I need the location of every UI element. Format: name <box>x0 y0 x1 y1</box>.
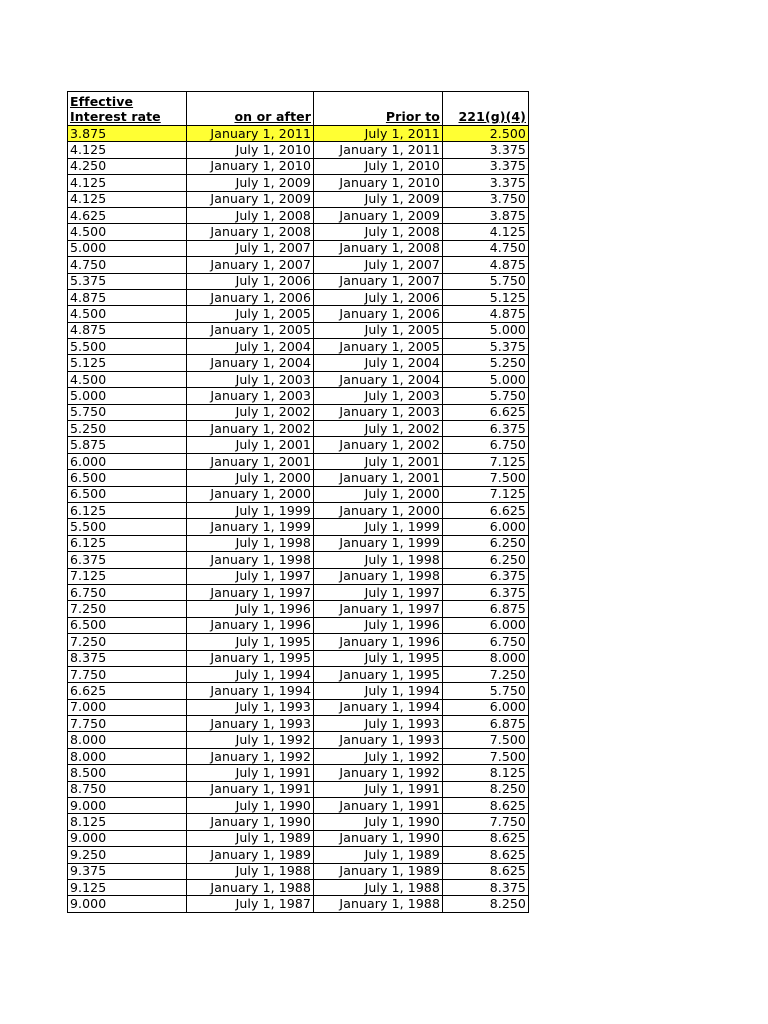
cell-221g4: 8.375 <box>443 879 529 895</box>
table-row <box>68 191 529 207</box>
table-row <box>68 765 529 781</box>
cell-prior-to: July 1, 1988 <box>314 879 443 895</box>
cell-221g4: 8.250 <box>443 781 529 797</box>
cell-effective-rate: 5.750 <box>68 404 187 420</box>
cell-effective-rate: 6.375 <box>68 552 187 568</box>
table-row <box>68 421 529 437</box>
cell-on-or-after: July 1, 1987 <box>187 896 314 912</box>
cell-221g4: 8.625 <box>443 847 529 863</box>
cell-on-or-after: January 1, 1995 <box>187 650 314 666</box>
cell-221g4: 3.375 <box>443 175 529 191</box>
cell-effective-rate: 5.500 <box>68 339 187 355</box>
table-row <box>68 207 529 223</box>
cell-221g4: 7.250 <box>443 666 529 682</box>
table-row <box>68 355 529 371</box>
cell-on-or-after: July 1, 1993 <box>187 699 314 715</box>
cell-prior-to: July 1, 1991 <box>314 781 443 797</box>
cell-on-or-after: January 1, 1993 <box>187 716 314 732</box>
cell-on-or-after: July 1, 1991 <box>187 765 314 781</box>
cell-effective-rate: 7.750 <box>68 716 187 732</box>
cell-effective-rate: 6.125 <box>68 535 187 551</box>
cell-prior-to: July 1, 1993 <box>314 716 443 732</box>
cell-221g4: 6.625 <box>443 502 529 518</box>
table-row <box>68 306 529 322</box>
cell-effective-rate: 6.750 <box>68 584 187 600</box>
cell-221g4: 8.000 <box>443 650 529 666</box>
header-rate-line-2: Interest rate <box>70 109 161 124</box>
cell-effective-rate: 7.000 <box>68 699 187 715</box>
cell-prior-to: January 1, 2002 <box>314 437 443 453</box>
cell-on-or-after: January 1, 2005 <box>187 322 314 338</box>
cell-on-or-after: July 1, 1988 <box>187 863 314 879</box>
cell-prior-to: January 1, 1997 <box>314 601 443 617</box>
cell-effective-rate: 5.000 <box>68 240 187 256</box>
cell-effective-rate: 4.500 <box>68 371 187 387</box>
cell-prior-to: January 1, 1991 <box>314 798 443 814</box>
cell-221g4: 6.250 <box>443 535 529 551</box>
cell-221g4: 7.125 <box>443 453 529 469</box>
cell-effective-rate: 5.000 <box>68 388 187 404</box>
cell-on-or-after: January 1, 1998 <box>187 552 314 568</box>
header-rate-line-1: Effective <box>70 94 134 109</box>
table-row <box>68 830 529 846</box>
cell-prior-to: July 1, 2011 <box>314 126 443 142</box>
table-row <box>68 716 529 732</box>
cell-on-or-after: January 1, 2007 <box>187 257 314 273</box>
cell-221g4: 6.750 <box>443 437 529 453</box>
cell-221g4: 8.125 <box>443 765 529 781</box>
table-row <box>68 634 529 650</box>
cell-221g4: 6.750 <box>443 634 529 650</box>
cell-prior-to: January 1, 1989 <box>314 863 443 879</box>
cell-prior-to: January 1, 2009 <box>314 207 443 223</box>
cell-221g4: 5.000 <box>443 322 529 338</box>
cell-effective-rate: 4.500 <box>68 224 187 240</box>
cell-effective-rate: 7.750 <box>68 666 187 682</box>
table-row <box>68 371 529 387</box>
table-row <box>68 666 529 682</box>
table-row <box>68 732 529 748</box>
cell-prior-to: July 1, 1994 <box>314 683 443 699</box>
cell-effective-rate: 4.500 <box>68 306 187 322</box>
header-prior-to: Prior to <box>314 92 443 126</box>
cell-on-or-after: July 1, 2010 <box>187 142 314 158</box>
cell-on-or-after: January 1, 1989 <box>187 847 314 863</box>
cell-effective-rate: 9.000 <box>68 896 187 912</box>
table-row <box>68 650 529 666</box>
cell-on-or-after: January 1, 2011 <box>187 126 314 142</box>
cell-on-or-after: July 1, 1994 <box>187 666 314 682</box>
cell-221g4: 3.375 <box>443 142 529 158</box>
cell-221g4: 6.000 <box>443 519 529 535</box>
table-row <box>68 289 529 305</box>
table-row <box>68 142 529 158</box>
table-row <box>68 453 529 469</box>
cell-221g4: 3.875 <box>443 207 529 223</box>
cell-on-or-after: January 1, 2003 <box>187 388 314 404</box>
cell-221g4: 5.750 <box>443 388 529 404</box>
cell-prior-to: January 1, 1998 <box>314 568 443 584</box>
cell-prior-to: July 1, 2006 <box>314 289 443 305</box>
table-row <box>68 863 529 879</box>
cell-on-or-after: January 1, 2001 <box>187 453 314 469</box>
cell-prior-to: July 1, 2008 <box>314 224 443 240</box>
cell-on-or-after: January 1, 1996 <box>187 617 314 633</box>
cell-221g4: 7.500 <box>443 470 529 486</box>
cell-221g4: 6.875 <box>443 716 529 732</box>
cell-on-or-after: January 1, 2009 <box>187 191 314 207</box>
cell-effective-rate: 8.375 <box>68 650 187 666</box>
cell-prior-to: January 1, 2004 <box>314 371 443 387</box>
table-row <box>68 388 529 404</box>
cell-prior-to: July 1, 1999 <box>314 519 443 535</box>
cell-on-or-after: July 1, 1998 <box>187 535 314 551</box>
cell-on-or-after: January 1, 1997 <box>187 584 314 600</box>
interest-rate-table-body <box>68 92 529 913</box>
cell-221g4: 7.125 <box>443 486 529 502</box>
cell-221g4: 2.500 <box>443 126 529 142</box>
cell-221g4: 4.875 <box>443 257 529 273</box>
cell-prior-to: January 1, 1993 <box>314 732 443 748</box>
cell-221g4: 6.000 <box>443 617 529 633</box>
cell-effective-rate: 4.125 <box>68 142 187 158</box>
cell-221g4: 4.875 <box>443 306 529 322</box>
cell-on-or-after: July 1, 2001 <box>187 437 314 453</box>
cell-effective-rate: 5.500 <box>68 519 187 535</box>
cell-effective-rate: 6.500 <box>68 486 187 502</box>
cell-prior-to: July 1, 2010 <box>314 158 443 174</box>
table-row <box>68 748 529 764</box>
cell-221g4: 7.500 <box>443 732 529 748</box>
table-row <box>68 437 529 453</box>
cell-221g4: 8.625 <box>443 863 529 879</box>
cell-221g4: 4.750 <box>443 240 529 256</box>
table-row <box>68 896 529 912</box>
table-row <box>68 535 529 551</box>
cell-on-or-after: July 1, 1990 <box>187 798 314 814</box>
cell-on-or-after: July 1, 1997 <box>187 568 314 584</box>
cell-221g4: 3.375 <box>443 158 529 174</box>
table-row <box>68 798 529 814</box>
cell-effective-rate: 4.125 <box>68 175 187 191</box>
cell-on-or-after: January 1, 2006 <box>187 289 314 305</box>
cell-221g4: 5.750 <box>443 273 529 289</box>
table-row <box>68 502 529 518</box>
table-row <box>68 601 529 617</box>
cell-on-or-after: July 1, 2009 <box>187 175 314 191</box>
cell-prior-to: January 1, 1999 <box>314 535 443 551</box>
cell-effective-rate: 9.250 <box>68 847 187 863</box>
table-row <box>68 814 529 830</box>
cell-effective-rate: 7.250 <box>68 634 187 650</box>
cell-on-or-after: July 1, 2005 <box>187 306 314 322</box>
cell-221g4: 6.375 <box>443 568 529 584</box>
cell-221g4: 8.625 <box>443 798 529 814</box>
cell-221g4: 8.625 <box>443 830 529 846</box>
cell-effective-rate: 8.000 <box>68 732 187 748</box>
table-header-row <box>68 92 529 126</box>
table-row <box>68 158 529 174</box>
cell-on-or-after: July 1, 2008 <box>187 207 314 223</box>
cell-221g4: 6.375 <box>443 421 529 437</box>
table-row <box>68 175 529 191</box>
cell-prior-to: January 1, 2011 <box>314 142 443 158</box>
cell-prior-to: January 1, 2010 <box>314 175 443 191</box>
table-row <box>68 584 529 600</box>
cell-prior-to: January 1, 2005 <box>314 339 443 355</box>
cell-on-or-after: January 1, 1991 <box>187 781 314 797</box>
header-221g4: 221(g)(4) <box>443 92 529 126</box>
table-row <box>68 781 529 797</box>
cell-221g4: 6.625 <box>443 404 529 420</box>
cell-effective-rate: 9.000 <box>68 798 187 814</box>
cell-effective-rate: 4.875 <box>68 322 187 338</box>
cell-221g4: 4.125 <box>443 224 529 240</box>
cell-effective-rate: 4.625 <box>68 207 187 223</box>
cell-prior-to: July 1, 1996 <box>314 617 443 633</box>
cell-prior-to: July 1, 2009 <box>314 191 443 207</box>
cell-221g4: 5.000 <box>443 371 529 387</box>
cell-prior-to: July 1, 2004 <box>314 355 443 371</box>
cell-on-or-after: January 1, 2002 <box>187 421 314 437</box>
cell-effective-rate: 8.000 <box>68 748 187 764</box>
table-row <box>68 519 529 535</box>
cell-effective-rate: 8.125 <box>68 814 187 830</box>
cell-prior-to: January 1, 2006 <box>314 306 443 322</box>
cell-effective-rate: 5.375 <box>68 273 187 289</box>
cell-effective-rate: 6.500 <box>68 470 187 486</box>
table-row <box>68 486 529 502</box>
cell-effective-rate: 4.125 <box>68 191 187 207</box>
cell-on-or-after: July 1, 2000 <box>187 470 314 486</box>
cell-on-or-after: January 1, 1990 <box>187 814 314 830</box>
cell-effective-rate: 9.375 <box>68 863 187 879</box>
cell-221g4: 5.125 <box>443 289 529 305</box>
table-row <box>68 404 529 420</box>
cell-effective-rate: 6.125 <box>68 502 187 518</box>
cell-effective-rate: 4.250 <box>68 158 187 174</box>
cell-on-or-after: January 1, 2008 <box>187 224 314 240</box>
header-effective-interest-rate <box>68 92 187 126</box>
cell-on-or-after: July 1, 1996 <box>187 601 314 617</box>
cell-prior-to: January 1, 1995 <box>314 666 443 682</box>
cell-effective-rate: 7.250 <box>68 601 187 617</box>
cell-on-or-after: January 1, 2000 <box>187 486 314 502</box>
cell-effective-rate: 5.250 <box>68 421 187 437</box>
cell-221g4: 5.375 <box>443 339 529 355</box>
cell-prior-to: July 1, 2005 <box>314 322 443 338</box>
cell-prior-to: July 1, 1997 <box>314 584 443 600</box>
cell-effective-rate: 6.500 <box>68 617 187 633</box>
cell-on-or-after: July 1, 1995 <box>187 634 314 650</box>
cell-effective-rate: 9.000 <box>68 830 187 846</box>
cell-prior-to: January 1, 1996 <box>314 634 443 650</box>
cell-prior-to: July 1, 1990 <box>314 814 443 830</box>
cell-on-or-after: July 1, 2004 <box>187 339 314 355</box>
cell-on-or-after: January 1, 1999 <box>187 519 314 535</box>
cell-prior-to: January 1, 1992 <box>314 765 443 781</box>
table-row <box>68 126 529 142</box>
cell-221g4: 3.750 <box>443 191 529 207</box>
cell-prior-to: January 1, 2001 <box>314 470 443 486</box>
cell-prior-to: July 1, 1989 <box>314 847 443 863</box>
table-row <box>68 617 529 633</box>
cell-effective-rate: 3.875 <box>68 126 187 142</box>
cell-prior-to: July 1, 1998 <box>314 552 443 568</box>
cell-effective-rate: 8.500 <box>68 765 187 781</box>
cell-prior-to: January 1, 1990 <box>314 830 443 846</box>
table-row <box>68 322 529 338</box>
cell-on-or-after: July 1, 2007 <box>187 240 314 256</box>
cell-prior-to: July 1, 2001 <box>314 453 443 469</box>
table-row <box>68 339 529 355</box>
cell-221g4: 7.750 <box>443 814 529 830</box>
cell-on-or-after: July 1, 1999 <box>187 502 314 518</box>
table-row <box>68 683 529 699</box>
cell-on-or-after: January 1, 1992 <box>187 748 314 764</box>
cell-on-or-after: July 1, 2003 <box>187 371 314 387</box>
cell-221g4: 6.250 <box>443 552 529 568</box>
cell-effective-rate: 9.125 <box>68 879 187 895</box>
interest-rate-table <box>67 91 529 913</box>
cell-prior-to: January 1, 1994 <box>314 699 443 715</box>
cell-221g4: 8.250 <box>443 896 529 912</box>
cell-on-or-after: July 1, 2002 <box>187 404 314 420</box>
table-row <box>68 470 529 486</box>
cell-prior-to: July 1, 1992 <box>314 748 443 764</box>
cell-effective-rate: 7.125 <box>68 568 187 584</box>
cell-effective-rate: 4.875 <box>68 289 187 305</box>
cell-on-or-after: July 1, 1989 <box>187 830 314 846</box>
cell-effective-rate: 5.875 <box>68 437 187 453</box>
header-on-or-after: on or after <box>187 92 314 126</box>
table-row <box>68 224 529 240</box>
table-row <box>68 240 529 256</box>
cell-prior-to: July 1, 2000 <box>314 486 443 502</box>
table-row <box>68 847 529 863</box>
cell-221g4: 6.375 <box>443 584 529 600</box>
table-row <box>68 552 529 568</box>
table-row <box>68 273 529 289</box>
cell-on-or-after: July 1, 1992 <box>187 732 314 748</box>
cell-effective-rate: 6.625 <box>68 683 187 699</box>
cell-221g4: 6.875 <box>443 601 529 617</box>
cell-on-or-after: January 1, 1994 <box>187 683 314 699</box>
cell-effective-rate: 4.750 <box>68 257 187 273</box>
cell-on-or-after: January 1, 2004 <box>187 355 314 371</box>
cell-effective-rate: 8.750 <box>68 781 187 797</box>
cell-221g4: 7.500 <box>443 748 529 764</box>
cell-221g4: 6.000 <box>443 699 529 715</box>
table-row <box>68 568 529 584</box>
cell-prior-to: July 1, 1995 <box>314 650 443 666</box>
table-row <box>68 879 529 895</box>
table-row <box>68 699 529 715</box>
cell-221g4: 5.750 <box>443 683 529 699</box>
cell-prior-to: January 1, 2007 <box>314 273 443 289</box>
cell-221g4: 5.250 <box>443 355 529 371</box>
cell-prior-to: July 1, 2002 <box>314 421 443 437</box>
cell-on-or-after: July 1, 2006 <box>187 273 314 289</box>
cell-prior-to: July 1, 2003 <box>314 388 443 404</box>
cell-prior-to: July 1, 2007 <box>314 257 443 273</box>
cell-prior-to: January 1, 2008 <box>314 240 443 256</box>
cell-prior-to: January 1, 1988 <box>314 896 443 912</box>
cell-on-or-after: January 1, 1988 <box>187 879 314 895</box>
cell-on-or-after: January 1, 2010 <box>187 158 314 174</box>
cell-effective-rate: 6.000 <box>68 453 187 469</box>
cell-prior-to: January 1, 2003 <box>314 404 443 420</box>
cell-prior-to: January 1, 2000 <box>314 502 443 518</box>
table-row <box>68 257 529 273</box>
cell-effective-rate: 5.125 <box>68 355 187 371</box>
